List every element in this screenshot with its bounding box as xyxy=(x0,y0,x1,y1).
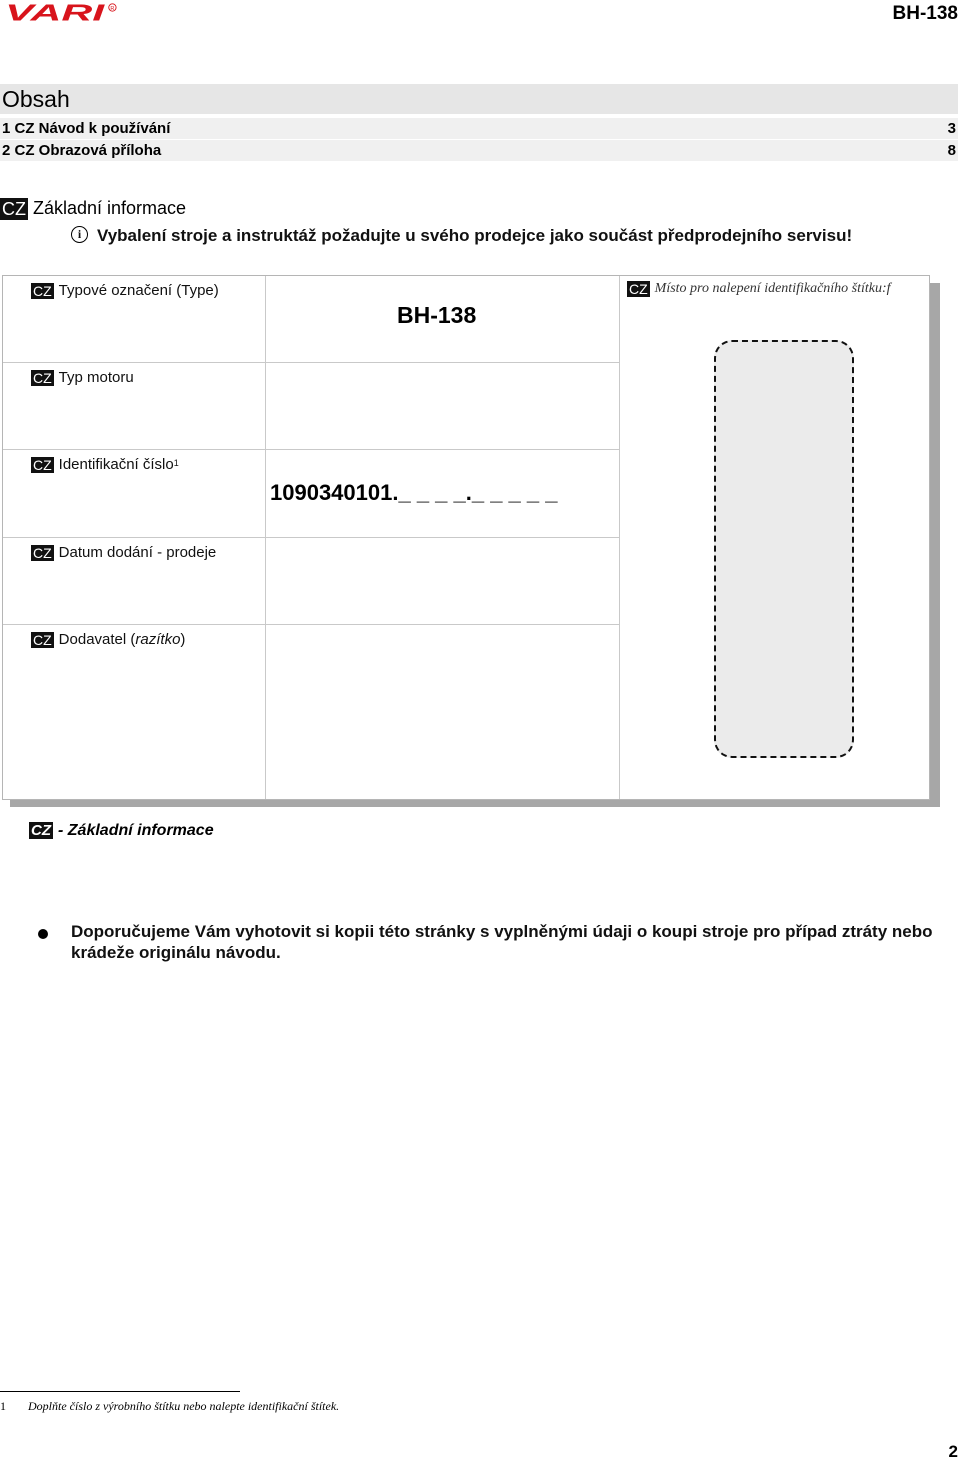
supplier-label-end: ) xyxy=(180,631,186,648)
unpacking-notice xyxy=(77,226,853,246)
svg-text:R: R xyxy=(110,5,115,12)
toc-title: Obsah xyxy=(0,84,958,114)
row-divider xyxy=(3,537,619,538)
footnote-rule xyxy=(0,1391,240,1392)
toc-item[interactable] xyxy=(0,118,958,139)
motor-label-text: Typ motoru xyxy=(58,369,134,386)
label-placement-caption xyxy=(627,280,891,298)
section-heading xyxy=(29,822,214,840)
language-tag: CZ xyxy=(33,545,52,562)
page-number: 2 xyxy=(948,1442,958,1460)
toc-item-label: 2 CZ Obrazová příloha xyxy=(2,142,162,159)
column-divider xyxy=(619,276,620,799)
basic-info-title: Základní informace xyxy=(33,198,187,218)
date-label-text: Datum dodání - prodeje xyxy=(58,544,217,561)
language-tag: CZ xyxy=(2,199,26,220)
row-divider xyxy=(3,449,619,450)
language-tag: CZ xyxy=(33,632,52,649)
type-label xyxy=(31,282,219,300)
language-tag: CZ xyxy=(629,280,648,297)
supplier-label-stamp: razítko xyxy=(135,631,181,648)
unpacking-notice-text: Vybalení stroje a instruktáž požadujte u svého prodejce jako součást předprodejního servisu! xyxy=(97,226,853,245)
footnote-ref: 1 xyxy=(173,458,179,468)
footnote-text: Doplňte číslo z výrobního štítku nebo nalepte identifikační štítek. xyxy=(28,1399,340,1413)
type-value: BH-138 xyxy=(397,302,477,328)
motor-label xyxy=(31,369,134,387)
toc-item-label: 1 CZ Návod k používání xyxy=(2,120,171,137)
vari-logo xyxy=(0,2,124,24)
ident-label xyxy=(31,456,179,474)
supplier-label-text: Dodavatel ( xyxy=(58,631,136,648)
row-divider xyxy=(3,624,619,625)
language-tag: CZ xyxy=(33,283,52,300)
info-circle-icon: i xyxy=(71,226,88,243)
document-code: BH-138 xyxy=(892,3,958,24)
bullet-icon xyxy=(38,929,48,939)
section-title: - Základní informace xyxy=(58,822,214,839)
ident-label-text: Identifikační číslo xyxy=(58,456,174,473)
copy-recommendation: Doporučujeme Vám vyhotovit si kopii této stránky s vyplněnými údaji o koupi stroje pro případ ztráty nebo krádeže originálu návodu. xyxy=(71,922,933,962)
supplier-label xyxy=(31,631,185,649)
date-label xyxy=(31,544,216,562)
svg-text:VARI: VARI xyxy=(5,2,106,24)
toc-item-page: 3 xyxy=(947,120,956,137)
basic-info-heading xyxy=(0,197,186,220)
type-label-text: Typové označení (Type) xyxy=(58,282,219,299)
id-label-slot xyxy=(714,340,854,758)
ident-number-field[interactable]: 1090340101._ _ _ _._ _ _ _ _ xyxy=(270,480,558,505)
row-divider xyxy=(3,362,619,363)
label-placement-text: Místo pro nalepení identifikačního štítku:f xyxy=(654,281,891,296)
language-tag: CZ xyxy=(33,457,52,474)
toc-item-page: 8 xyxy=(947,142,956,159)
language-tag: CZ xyxy=(31,822,51,840)
footnote-number: 1 xyxy=(0,1399,6,1413)
toc-item[interactable] xyxy=(0,140,958,161)
language-tag: CZ xyxy=(33,370,52,387)
